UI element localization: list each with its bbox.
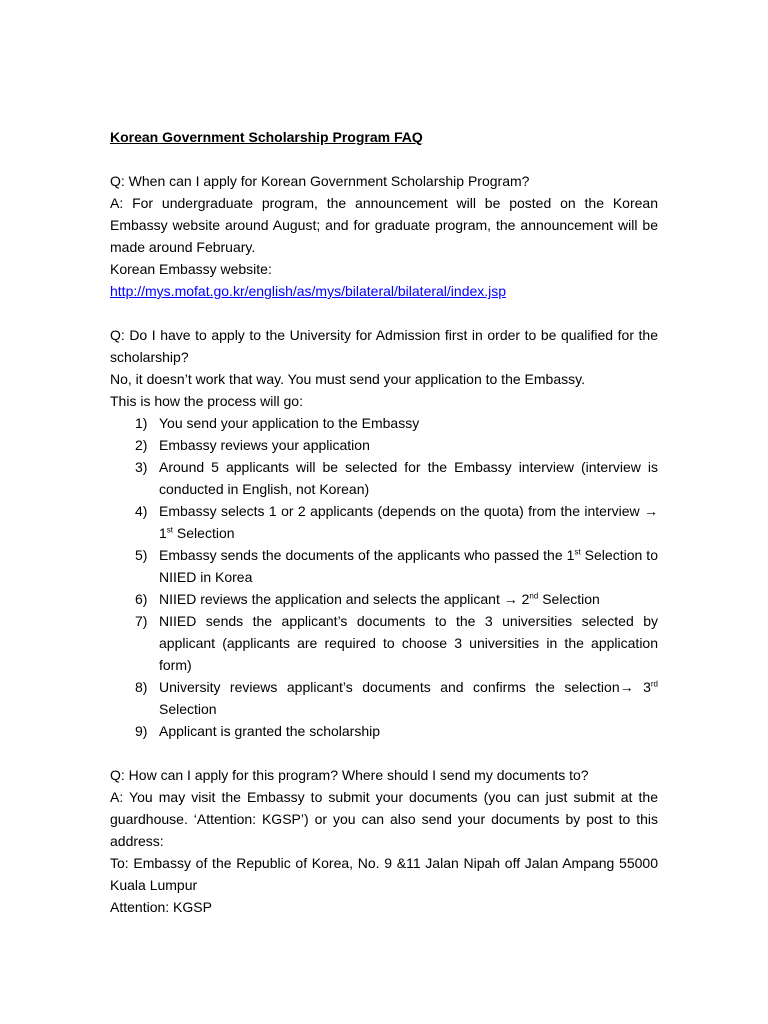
- spacer: [110, 302, 658, 324]
- embassy-address: To: Embassy of the Republic of Korea, No. 9 &11 Jalan Nipah off Jalan Ampang 55000 Kuala Lumpur: [110, 855, 658, 893]
- faq-question: Q: Do I have to apply to the University for Admission first in order to be qualified for the scholarship?: [110, 327, 658, 365]
- process-step: [110, 676, 658, 720]
- process-step: [110, 434, 658, 456]
- step-number: 1): [135, 415, 148, 431]
- step-text: Applicant is granted the scholarship: [159, 723, 381, 739]
- step-text-tail: Selection: [159, 701, 217, 717]
- faq-question: Q: How can I apply for this program? Where should I send my documents to?: [110, 767, 589, 783]
- document-title: Korean Government Scholarship Program FAQ: [110, 129, 423, 145]
- ordinal-suffix: st: [574, 547, 581, 557]
- process-step: [110, 544, 658, 588]
- process-step: [110, 588, 658, 610]
- step-number: 7): [135, 613, 148, 629]
- step-text: Embassy sends the documents of the applicants who passed the 1: [159, 547, 575, 563]
- spacer: [110, 148, 658, 170]
- process-step: [110, 500, 658, 544]
- faq-answer: A: You may visit the Embassy to submit your documents (you can just submit at the guardhouse. ‘Attention: KGSP’) or you can also send your documents by post to this address:: [110, 789, 658, 849]
- step-text: Embassy reviews your application: [159, 437, 370, 453]
- step-text-tail: 1: [159, 525, 167, 541]
- process-step: [110, 412, 658, 434]
- embassy-website-link[interactable]: http://mys.mofat.go.kr/english/as/mys/bilateral/bilateral/index.jsp: [110, 283, 507, 299]
- step-text: Embassy selects 1 or 2 applicants (depends on the quota) from the interview →: [159, 503, 658, 519]
- step-number: 2): [135, 437, 148, 453]
- ordinal-suffix: rd: [650, 679, 658, 689]
- ordinal-suffix: nd: [529, 591, 539, 601]
- website-link-line: [110, 280, 658, 302]
- step-text-tail: Selection to NIIED in Korea: [159, 547, 658, 585]
- faq-question: Q: When can I apply for Korean Government Scholarship Program?: [110, 173, 530, 189]
- document-body: [110, 126, 658, 918]
- process-step: [110, 610, 658, 676]
- step-text: NIIED reviews the application and selects the applicant → 2: [159, 591, 530, 607]
- faq-application-period: [110, 170, 658, 302]
- faq-answer: A: For undergraduate program, the announcement will be posted on the Korean Embassy website around August; and for graduate program, the announcement will be made around February.: [110, 195, 658, 255]
- step-number: 9): [135, 723, 148, 739]
- attention-line: Attention: KGSP: [110, 899, 212, 915]
- website-label: Korean Embassy website:: [110, 261, 272, 277]
- faq-university-admission: [110, 324, 658, 742]
- process-steps-list: [110, 412, 658, 742]
- step-text-tail: Selection: [538, 591, 600, 607]
- step-text: NIIED sends the applicant’s documents to the 3 universities selected by applicant (applicants are required to choose 3 universities in the application form): [159, 613, 658, 673]
- step-number: 8): [135, 679, 148, 695]
- step-text: You send your application to the Embassy: [159, 415, 420, 431]
- step-number: 6): [135, 591, 148, 607]
- step-text-tail: Selection: [173, 525, 235, 541]
- ordinal-suffix: st: [166, 525, 174, 535]
- process-step: [110, 456, 658, 500]
- step-text: Around 5 applicants will be selected for the Embassy interview (interview is conducted in English, not Korean): [159, 459, 658, 497]
- step-text: University reviews applicant’s documents and confirms the selection→ 3: [159, 679, 651, 695]
- process-intro: This is how the process will go:: [110, 393, 303, 409]
- spacer: [110, 742, 658, 764]
- step-number: 5): [135, 547, 148, 563]
- faq-answer: No, it doesn’t work that way. You must send your application to the Embassy.: [110, 371, 585, 387]
- faq-how-to-apply: [110, 764, 658, 918]
- process-step: [110, 720, 658, 742]
- step-number: 4): [135, 503, 148, 519]
- step-number: 3): [135, 459, 148, 475]
